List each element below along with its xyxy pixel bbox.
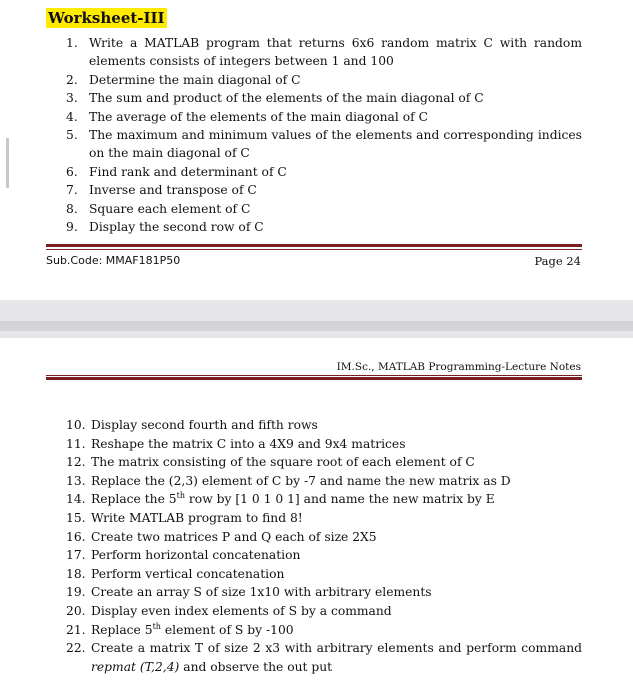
list-item: 15. Write MATLAB program to find 8! [66,510,303,525]
list-item: 9. Display the second row of C [66,220,264,235]
list-item: 4. The average of the elements of the main diagonal of C [66,109,428,124]
worksheet-list-1 [66,34,582,236]
footer-rule-thin [46,249,582,250]
worksheet-list-2 [66,416,582,676]
page-gap-band [0,321,633,331]
list-item: 5. The maximum and minimum values of the elements and corresponding indices on the main diagonal of C [66,128,582,161]
page-gap [0,300,633,338]
list-item: 8. Square each element of C [66,201,251,216]
list-item: 10. Display second fourth and fifth rows [66,418,318,432]
header-rule-thin [46,375,582,376]
list-item: 12. The matrix consisting of the square root of each element of C [66,455,475,470]
list-item: 3. The sum and product of the elements of the main diagonal of C [66,91,484,106]
list-item: 14. Replace the 5th row by [1 0 1 0 1] and name the new matrix by E [66,491,495,507]
list-item: 20. Display even index elements of S by a command [66,603,392,618]
header-rule-thick [46,377,582,380]
list-item: 13. Replace the (2,3) element of C by -7 and name the new matrix as D [66,473,511,488]
list-item: 2. Determine the main diagonal of C [66,72,301,87]
list-item: 19. Create an array S of size 1x10 with arbitrary elements [66,585,432,600]
list-item: 6. Find rank and determinant of C [66,164,287,179]
list-item: 18. Perform vertical concatenation [66,566,285,581]
list-item: 21. Replace 5th element of S by -100 [66,621,294,637]
list-item: 7. Inverse and transpose of C [66,183,257,198]
list-item: 1. Write a MATLAB program that returns 6x6 random matrix C with random elements consists of integers between 1 and 100 [66,36,582,69]
page-number: Page 24 [534,254,581,268]
list-item: 17. Perform horizontal concatenation [66,548,301,563]
worksheet-title: Worksheet-III [48,9,165,27]
footer-rule-thick [46,244,582,247]
running-header: IM.Sc., MATLAB Programming-Lecture Notes [336,361,581,373]
worksheet-page-2 [0,338,633,680]
list-item: 11. Reshape the matrix C into a 4X9 and 9x4 matrices [66,436,406,451]
worksheet-page-1 [0,0,633,300]
subject-code: Sub.Code: MMAF181P50 [46,254,181,267]
list-item: 22. Create a matrix T of size 2 x3 with arbitrary elements and perform command repmat (T,2,4) and observe the out put [66,641,582,674]
list-item: 16. Create two matrices P and Q each of size 2X5 [66,529,377,544]
scroll-marker [6,138,9,188]
